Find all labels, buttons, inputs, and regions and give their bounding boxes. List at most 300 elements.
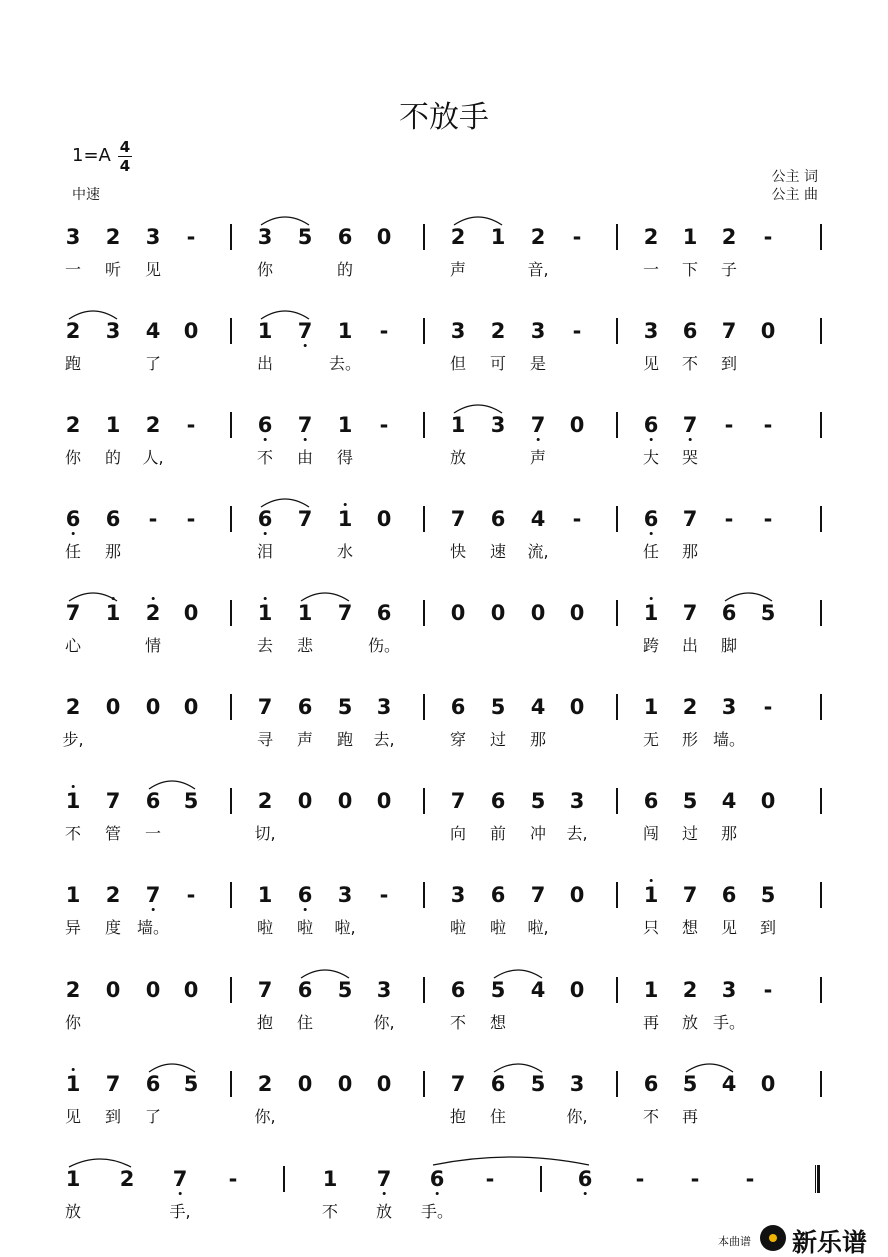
note-r8-2: 2: [105, 883, 121, 907]
lyric-r2-5: 出: [256, 354, 274, 373]
lyric-r1-3: 见: [144, 260, 162, 279]
note-r8-7: 3: [337, 883, 353, 907]
note-r1-14: 1: [682, 225, 698, 249]
lyricist-credit: 公主 词: [771, 169, 818, 185]
note-r10-15: 4: [721, 1072, 737, 1096]
barline: [230, 600, 232, 626]
note-r10-7: 0: [337, 1072, 353, 1096]
lyric-r2-15: 到: [720, 354, 738, 373]
lyric-r3-5: 不: [256, 448, 274, 467]
note-final-5: 1: [322, 1167, 338, 1191]
note-r1-1: 3: [65, 225, 81, 249]
barline: [230, 412, 232, 438]
barline: [616, 694, 618, 720]
note-r5-11: 0: [530, 601, 546, 625]
note-r7-6: 0: [297, 789, 313, 813]
note-r6-9: 6: [450, 695, 466, 719]
note-r5-16: 5: [760, 601, 776, 625]
note-r8-3: 7: [146, 884, 161, 906]
note-r8-8: -: [379, 883, 389, 907]
lyric-r6-14: 形: [681, 730, 699, 749]
note-r2-3: 4: [145, 319, 161, 343]
lyric-r8-13: 只: [642, 918, 660, 937]
barline: [820, 412, 822, 438]
lyric-r4-13: 任: [642, 542, 660, 561]
note-r3-2: 1: [105, 413, 121, 437]
lyric-r8-7: 啦,: [334, 918, 356, 937]
barline: [423, 977, 425, 1003]
barline: [820, 788, 822, 814]
slur-mark: [261, 495, 309, 509]
lyric-r2-10: 可: [489, 354, 507, 373]
lyric-r10-2: 到: [104, 1107, 122, 1126]
lyric-r10-14: 再: [681, 1107, 699, 1126]
lyric-r4-7: 水: [336, 542, 354, 561]
note-r4-13: 6: [644, 508, 659, 530]
note-r10-3: 6: [145, 1072, 161, 1096]
lyric-r4-9: 快: [449, 542, 467, 561]
barline: [616, 1071, 618, 1097]
note-final-7: 6: [430, 1168, 445, 1190]
note-r9-3: 0: [145, 978, 161, 1002]
barline: [423, 1071, 425, 1097]
slur-mark: [494, 1060, 542, 1074]
note-r5-13: 1: [644, 602, 659, 624]
logo-caption: 本曲谱: [718, 1235, 751, 1248]
note-r1-4: -: [186, 225, 196, 249]
lyric-r6-13: 无: [642, 730, 660, 749]
slur-mark: [494, 966, 542, 980]
note-r6-11: 4: [530, 695, 546, 719]
note-r9-15: 3: [721, 978, 737, 1002]
lyric-r10-10: 住: [489, 1107, 507, 1126]
note-r1-15: 2: [721, 225, 737, 249]
note-r7-13: 6: [643, 789, 659, 813]
note-r9-12: 0: [569, 978, 585, 1002]
octave-dot: [304, 908, 307, 911]
note-r3-13: 6: [644, 414, 659, 436]
note-r10-5: 2: [257, 1072, 273, 1096]
slur-mark: [454, 401, 502, 415]
note-r3-12: 0: [569, 413, 585, 437]
note-r2-9: 3: [450, 319, 466, 343]
note-r1-5: 3: [257, 225, 273, 249]
note-r6-3: 0: [145, 695, 161, 719]
note-r9-4: 0: [183, 978, 199, 1002]
lyric-r1-1: 一: [64, 260, 82, 279]
barline: [230, 224, 232, 250]
barline: [423, 600, 425, 626]
lyric-final-7: 手。: [420, 1202, 454, 1221]
note-r10-16: 0: [760, 1072, 776, 1096]
note-r4-11: 4: [530, 507, 546, 531]
octave-dot: [436, 1192, 439, 1195]
note-r5-6: 1: [297, 601, 313, 625]
note-r7-2: 7: [105, 789, 121, 813]
note-r8-16: 5: [760, 883, 776, 907]
barline: [423, 882, 425, 908]
barline: [616, 412, 618, 438]
note-r5-5: 1: [258, 602, 273, 624]
lyric-r5-8: 伤。: [367, 636, 401, 655]
note-r2-8: -: [379, 319, 389, 343]
note-final-2: 2: [119, 1167, 135, 1191]
lyric-r9-13: 再: [642, 1013, 660, 1032]
note-r4-8: 0: [376, 507, 392, 531]
slur-mark: [149, 777, 195, 791]
lyric-r2-13: 见: [642, 354, 660, 373]
note-r2-11: 3: [530, 319, 546, 343]
note-r2-1: 2: [65, 319, 81, 343]
note-r8-10: 6: [490, 883, 506, 907]
note-r6-13: 1: [643, 695, 659, 719]
note-r7-12: 3: [569, 789, 585, 813]
octave-dot: [72, 785, 75, 788]
lyric-r3-6: 由: [296, 448, 314, 467]
note-r3-14: 7: [683, 414, 698, 436]
lyric-r2-7: 去。: [328, 354, 362, 373]
lyric-r5-15: 脚: [720, 636, 738, 655]
lyric-r9-1: 你: [64, 1013, 82, 1032]
key-signature: 1=A: [72, 145, 111, 166]
lyric-r5-5: 去: [256, 636, 274, 655]
lyric-r4-2: 那: [104, 542, 122, 561]
octave-dot: [650, 597, 653, 600]
slur-mark: [261, 213, 309, 227]
lyric-r3-14: 哭: [681, 448, 699, 467]
lyric-r7-2: 管: [104, 824, 122, 843]
site-logo: [718, 1221, 888, 1257]
note-r6-4: 0: [183, 695, 199, 719]
lyric-r9-15: 手。: [712, 1013, 746, 1032]
lyric-r6-11: 那: [529, 730, 547, 749]
note-r9-2: 0: [105, 978, 121, 1002]
note-r6-15: 3: [721, 695, 737, 719]
slur-mark: [301, 589, 349, 603]
lyric-r6-8: 去,: [373, 730, 395, 749]
barline: [616, 788, 618, 814]
note-r10-10: 6: [490, 1072, 506, 1096]
note-r3-6: 7: [298, 414, 313, 436]
octave-dot: [650, 532, 653, 535]
octave-dot: [584, 1192, 587, 1195]
note-r9-13: 1: [643, 978, 659, 1002]
lyric-r10-1: 见: [64, 1107, 82, 1126]
note-r6-1: 2: [65, 695, 81, 719]
note-r1-16: -: [763, 225, 773, 249]
note-r7-11: 5: [530, 789, 546, 813]
lyric-r1-11: 音,: [527, 260, 549, 279]
note-r3-15: -: [724, 413, 734, 437]
lyric-r7-13: 闯: [642, 824, 660, 843]
note-r1-6: 5: [297, 225, 313, 249]
note-r10-2: 7: [105, 1072, 121, 1096]
note-r6-7: 5: [337, 695, 353, 719]
lyric-r4-10: 速: [489, 542, 507, 561]
barline: [230, 1071, 232, 1097]
slur-mark: [686, 1060, 733, 1074]
note-r6-2: 0: [105, 695, 121, 719]
octave-dot: [152, 908, 155, 911]
octave-dot: [72, 532, 75, 535]
note-r3-4: -: [186, 413, 196, 437]
lyric-r1-14: 下: [681, 260, 699, 279]
barline: [616, 224, 618, 250]
barline: [423, 412, 425, 438]
note-final-3: 7: [173, 1168, 188, 1190]
note-r3-7: 1: [337, 413, 353, 437]
lyric-r1-9: 声: [449, 260, 467, 279]
lyric-r3-2: 的: [104, 448, 122, 467]
lyric-r9-8: 你,: [373, 1013, 395, 1032]
lyric-r5-14: 出: [681, 636, 699, 655]
lyric-r9-6: 住: [296, 1013, 314, 1032]
note-final-1: 1: [65, 1167, 81, 1191]
note-r7-14: 5: [682, 789, 698, 813]
note-final-11: -: [690, 1167, 700, 1191]
note-r1-11: 2: [530, 225, 546, 249]
note-r1-2: 2: [105, 225, 121, 249]
note-r9-10: 5: [490, 978, 506, 1002]
note-r7-7: 0: [337, 789, 353, 813]
lyric-r10-5: 你,: [254, 1107, 276, 1126]
lyric-r4-11: 流,: [527, 542, 549, 561]
barline: [616, 600, 618, 626]
note-r5-12: 0: [569, 601, 585, 625]
note-r2-4: 0: [183, 319, 199, 343]
lyric-r2-3: 了: [144, 354, 162, 373]
note-r9-7: 5: [337, 978, 353, 1002]
time-signature-top: 4: [119, 138, 131, 156]
lyric-r6-9: 穿: [449, 730, 467, 749]
note-r3-5: 6: [258, 414, 273, 436]
time-signature-bottom: 4: [119, 157, 131, 175]
note-r6-10: 5: [490, 695, 506, 719]
composer-credit: 公主 曲: [771, 187, 818, 203]
note-r2-15: 7: [721, 319, 737, 343]
note-r9-8: 3: [376, 978, 392, 1002]
note-r3-10: 3: [490, 413, 506, 437]
lyric-r2-14: 不: [681, 354, 699, 373]
note-final-9: 6: [578, 1168, 593, 1190]
note-r3-11: 7: [531, 414, 546, 436]
note-r7-5: 2: [257, 789, 273, 813]
note-r7-16: 0: [760, 789, 776, 813]
note-r4-3: -: [148, 507, 158, 531]
barline: [230, 694, 232, 720]
note-r4-15: -: [724, 507, 734, 531]
note-r1-8: 0: [376, 225, 392, 249]
note-r1-9: 2: [450, 225, 466, 249]
lyric-r8-9: 啦: [449, 918, 467, 937]
slur-mark: [725, 589, 772, 603]
barline: [423, 788, 425, 814]
note-r1-12: -: [572, 225, 582, 249]
lyric-r2-11: 是: [529, 354, 547, 373]
song-title: 不放手: [399, 100, 489, 135]
barline: [820, 882, 822, 908]
note-r4-9: 7: [450, 507, 466, 531]
barline: [616, 506, 618, 532]
note-r6-5: 7: [257, 695, 273, 719]
note-r8-14: 7: [682, 883, 698, 907]
lyric-r7-14: 过: [681, 824, 699, 843]
note-r10-13: 6: [643, 1072, 659, 1096]
note-r10-6: 0: [297, 1072, 313, 1096]
note-r9-6: 6: [297, 978, 313, 1002]
barline: [423, 694, 425, 720]
barline: [230, 882, 232, 908]
note-r3-3: 2: [145, 413, 161, 437]
lyric-r5-3: 情: [144, 636, 162, 655]
note-r5-4: 0: [183, 601, 199, 625]
note-r9-16: -: [763, 978, 773, 1002]
note-r4-16: -: [763, 507, 773, 531]
lyric-r6-15: 墙。: [712, 730, 746, 749]
lyric-r1-15: 子: [720, 260, 738, 279]
note-r6-6: 6: [297, 695, 313, 719]
lyric-r8-15: 见: [720, 918, 738, 937]
octave-dot: [304, 438, 307, 441]
slur-mark: [69, 589, 117, 603]
barline: [820, 600, 822, 626]
note-r4-14: 7: [682, 507, 698, 531]
note-r3-16: -: [763, 413, 773, 437]
lyric-r6-10: 过: [489, 730, 507, 749]
lyric-r2-9: 但: [449, 354, 467, 373]
octave-dot: [264, 532, 267, 535]
note-r7-3: 6: [145, 789, 161, 813]
lyric-r9-14: 放: [681, 1013, 699, 1032]
note-r10-1: 1: [66, 1073, 81, 1095]
slur-mark: [69, 1155, 131, 1169]
barline: [820, 506, 822, 532]
octave-dot: [650, 438, 653, 441]
note-r7-8: 0: [376, 789, 392, 813]
note-r3-9: 1: [450, 413, 466, 437]
lyric-r1-7: 的: [336, 260, 354, 279]
note-r8-5: 1: [257, 883, 273, 907]
note-r6-16: -: [763, 695, 773, 719]
note-r8-12: 0: [569, 883, 585, 907]
barline: [230, 506, 232, 532]
lyric-r8-11: 啦,: [527, 918, 549, 937]
note-r2-6: 7: [298, 320, 313, 342]
note-r10-4: 5: [183, 1072, 199, 1096]
octave-dot: [72, 1068, 75, 1071]
octave-dot: [689, 438, 692, 441]
lyric-r10-12: 你,: [566, 1107, 588, 1126]
lyric-r8-5: 啦: [256, 918, 274, 937]
note-r3-8: -: [379, 413, 389, 437]
lyric-r7-10: 前: [489, 824, 507, 843]
lyric-r10-9: 抱: [449, 1107, 467, 1126]
octave-dot: [264, 597, 267, 600]
note-r10-14: 5: [682, 1072, 698, 1096]
note-r8-15: 6: [721, 883, 737, 907]
barline: [820, 224, 822, 250]
note-r2-14: 6: [682, 319, 698, 343]
note-r7-15: 4: [721, 789, 737, 813]
slur-mark: [433, 1153, 589, 1167]
lyric-r5-6: 悲: [296, 636, 314, 655]
lyric-r4-5: 泪: [256, 542, 274, 561]
note-final-4: -: [228, 1167, 238, 1191]
lyric-r5-1: 心: [64, 636, 82, 655]
note-r5-1: 7: [65, 601, 81, 625]
note-r4-1: 6: [66, 508, 81, 530]
note-r5-8: 6: [376, 601, 392, 625]
note-r7-10: 6: [490, 789, 506, 813]
note-r4-12: -: [572, 507, 582, 531]
barline: [423, 318, 425, 344]
note-r1-3: 3: [145, 225, 161, 249]
note-r9-14: 2: [682, 978, 698, 1002]
lyric-r6-1: 步,: [62, 730, 84, 749]
slur-mark: [69, 307, 117, 321]
note-r8-9: 3: [450, 883, 466, 907]
barline: [820, 1071, 822, 1097]
barline: [616, 977, 618, 1003]
octave-dot: [264, 438, 267, 441]
note-r5-2: 1: [106, 602, 121, 624]
lyric-r3-13: 大: [642, 448, 660, 467]
slur-mark: [149, 1060, 195, 1074]
lyric-r1-2: 听: [104, 260, 122, 279]
lyric-r7-11: 冲: [529, 824, 547, 843]
lyric-r6-7: 跑: [336, 730, 354, 749]
note-r1-10: 1: [490, 225, 506, 249]
note-final-12: -: [745, 1167, 755, 1191]
note-r1-13: 2: [643, 225, 659, 249]
octave-dot: [383, 1192, 386, 1195]
lyric-r3-3: 人,: [142, 448, 164, 467]
final-barline: [815, 1165, 820, 1193]
lyric-r4-14: 那: [681, 542, 699, 561]
barline: [230, 318, 232, 344]
lyric-r10-3: 了: [144, 1107, 162, 1126]
note-r10-8: 0: [376, 1072, 392, 1096]
note-r4-5: 6: [258, 508, 273, 530]
octave-dot: [179, 1192, 182, 1195]
lyric-r6-6: 声: [296, 730, 314, 749]
note-r4-7: 1: [338, 508, 353, 530]
slur-mark: [261, 307, 309, 321]
note-r9-9: 6: [450, 978, 466, 1002]
lyric-r3-11: 声: [529, 448, 547, 467]
lyric-r9-5: 抱: [256, 1013, 274, 1032]
note-r10-11: 5: [530, 1072, 546, 1096]
barline: [616, 318, 618, 344]
note-r9-11: 4: [530, 978, 546, 1002]
note-r2-16: 0: [760, 319, 776, 343]
barline: [820, 977, 822, 1003]
note-r2-7: 1: [337, 319, 353, 343]
note-r4-2: 6: [105, 507, 121, 531]
lyric-r1-5: 你: [256, 260, 274, 279]
lyric-r9-10: 想: [489, 1013, 507, 1032]
lyric-r7-9: 向: [449, 824, 467, 843]
barline: [423, 224, 425, 250]
lyric-r2-1: 跑: [64, 354, 82, 373]
barline: [283, 1166, 285, 1192]
logo-brand: 新乐谱: [792, 1228, 868, 1257]
lyric-r4-1: 任: [64, 542, 82, 561]
lyric-r7-5: 切,: [254, 824, 276, 843]
note-r5-10: 0: [490, 601, 506, 625]
lyric-r6-5: 寻: [256, 730, 274, 749]
note-r3-1: 2: [65, 413, 81, 437]
